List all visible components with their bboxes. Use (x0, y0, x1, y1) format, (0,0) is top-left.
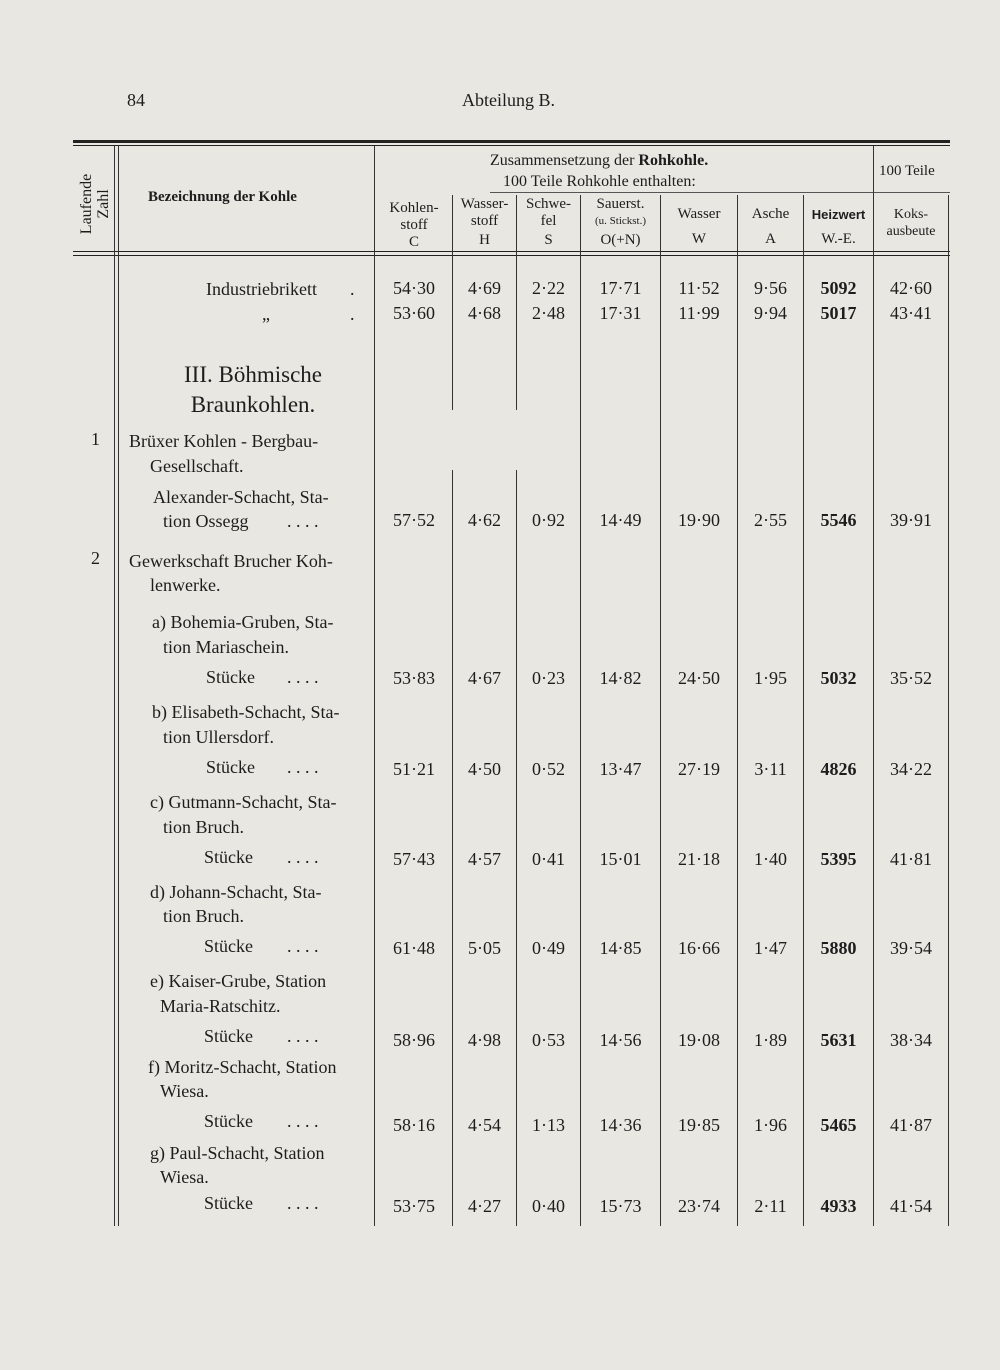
cell-sauerstoff: 15·73 (599, 1196, 642, 1216)
label-alex-1: Alexander-Schacht, Sta- (153, 487, 329, 507)
label-industriebrikett: Industriebrikett (206, 279, 317, 299)
header-rule-2 (73, 255, 950, 256)
label-ditto: „ (262, 304, 270, 324)
label-d-2: tion Bruch. (163, 906, 244, 926)
cell-asche: 1·89 (754, 1030, 787, 1050)
cell-wasserstoff: 4·68 (468, 303, 501, 323)
col-rule-name (374, 146, 375, 1226)
running-head: Abteilung B. (462, 90, 555, 110)
cell-koksausbeute: 43·41 (890, 303, 932, 323)
cell-wasser: 27·19 (678, 759, 720, 779)
col-rule-h (516, 470, 517, 1226)
leader-dots: . . . . (287, 667, 319, 687)
cell-kohlenstoff: 58·16 (393, 1115, 435, 1135)
cell-wasserstoff: 4·62 (468, 510, 501, 530)
label-alex-2: tion Ossegg (163, 511, 249, 531)
leader-dots: . . . . (287, 757, 319, 777)
page-number: 84 (127, 90, 145, 110)
header-col-a: Asche A (751, 206, 790, 247)
leader-dots: . . . . (287, 936, 319, 956)
cell-wasser: 19·90 (678, 510, 720, 530)
label-stuecke: Stücke (204, 936, 253, 956)
label-e-2: Maria-Ratschitz. (160, 996, 281, 1016)
cell-sauerstoff: 17·71 (599, 278, 642, 298)
label-b-1: b) Elisabeth-Schacht, Sta- (152, 702, 340, 722)
cell-koksausbeute: 38·34 (890, 1030, 932, 1050)
cell-asche: 1·47 (754, 938, 787, 958)
cell-kohlenstoff: 53·75 (393, 1196, 435, 1216)
label-stuecke: Stücke (204, 1193, 253, 1213)
laufende-zahl-1: 1 (91, 429, 100, 449)
cell-wasser: 11·99 (678, 303, 720, 323)
cell-wasserstoff: 5·05 (468, 938, 501, 958)
cell-heizwert: 5546 (820, 510, 857, 530)
label-a-1: a) Bohemia-Gruben, Sta- (152, 612, 334, 632)
col-rule-o (660, 195, 661, 1226)
cell-schwefel: 2·22 (532, 278, 565, 298)
cell-sauerstoff: 17·31 (599, 303, 642, 323)
cell-heizwert: 5395 (820, 849, 857, 869)
cell-wasserstoff: 4·69 (468, 278, 501, 298)
label-g-2: Wiesa. (160, 1167, 209, 1187)
leader-dot: . (350, 279, 355, 299)
cell-wasserstoff: 4·54 (468, 1115, 501, 1135)
col-rule-koks (948, 195, 949, 1226)
leader-dot: . (350, 304, 355, 324)
cell-wasserstoff: 4·98 (468, 1030, 501, 1050)
cell-kohlenstoff: 61·48 (393, 938, 435, 958)
cell-heizwert: 4933 (820, 1196, 857, 1216)
cell-kohlenstoff: 51·21 (393, 759, 435, 779)
cell-koksausbeute: 42·60 (890, 278, 932, 298)
cell-sauerstoff: 14·82 (599, 668, 642, 688)
cell-schwefel: 0·40 (532, 1196, 565, 1216)
col-rule-w (737, 195, 738, 1226)
label-gew-2: lenwerke. (150, 575, 221, 595)
cell-sauerstoff: 14·36 (599, 1115, 642, 1135)
cell-schwefel: 0·53 (532, 1030, 565, 1050)
cell-wasser: 23·74 (678, 1196, 720, 1216)
cell-wasser: 24·50 (678, 668, 720, 688)
leader-dots: . . . . (287, 1193, 319, 1213)
cell-sauerstoff: 13·47 (599, 759, 642, 779)
cell-koksausbeute: 41·81 (890, 849, 932, 869)
cell-koksausbeute: 34·22 (890, 759, 932, 779)
cell-wasser: 19·08 (678, 1030, 720, 1050)
cell-wasser: 16·66 (678, 938, 720, 958)
cell-schwefel: 2·48 (532, 303, 565, 323)
header-col-o: Sauerst. (u. Stickst.) O(+N) (594, 196, 647, 248)
header-col-c: Kohlen- stoff C (389, 200, 439, 250)
label-e-1: e) Kaiser-Grube, Station (150, 971, 327, 991)
cell-heizwert: 5092 (820, 278, 857, 298)
cell-asche: 9·56 (754, 278, 787, 298)
label-stuecke: Stücke (206, 757, 255, 777)
cell-heizwert: 5631 (820, 1030, 857, 1050)
cell-wasser: 11·52 (678, 278, 720, 298)
cell-wasserstoff: 4·27 (468, 1196, 501, 1216)
cell-koksausbeute: 39·91 (890, 510, 932, 530)
leader-dots: . . . . (287, 847, 319, 867)
col-rule-s (580, 195, 581, 1226)
label-g-1: g) Paul-Schacht, Station (150, 1143, 325, 1163)
label-stuecke: Stücke (204, 1111, 253, 1131)
header-col-w: Wasser W (677, 206, 721, 247)
cell-kohlenstoff: 57·52 (393, 510, 435, 530)
col-rule-zahl (114, 146, 115, 1226)
cell-koksausbeute: 41·54 (890, 1196, 932, 1216)
cell-wasser: 21·18 (678, 849, 720, 869)
cell-asche: 9·94 (754, 303, 787, 323)
label-gew-1: Gewerkschaft Brucher Koh- (129, 551, 333, 571)
cell-kohlenstoff: 53·60 (393, 303, 435, 323)
leader-dots: . . . . (287, 511, 319, 531)
header-100-teile: 100 Teile (879, 163, 935, 179)
cell-asche: 2·55 (754, 510, 787, 530)
leader-dots: . . . . (287, 1111, 319, 1131)
header-bezeichnung: Bezeichnung der Kohle (148, 189, 297, 205)
header-col-heiz: Heizwert W.-E. (811, 207, 866, 247)
cell-sauerstoff: 14·49 (599, 510, 642, 530)
label-d-1: d) Johann-Schacht, Sta- (150, 882, 322, 902)
cell-schwefel: 0·52 (532, 759, 565, 779)
cell-kohlenstoff: 53·83 (393, 668, 435, 688)
cell-schwefel: 0·41 (532, 849, 565, 869)
laufende-zahl-2: 2 (91, 548, 100, 568)
cell-schwefel: 0·23 (532, 668, 565, 688)
cell-kohlenstoff: 54·30 (393, 278, 435, 298)
cell-schwefel: 1·13 (532, 1115, 565, 1135)
cell-asche: 1·96 (754, 1115, 787, 1135)
label-b-2: tion Ullersdorf. (163, 727, 274, 747)
cell-heizwert: 5017 (820, 303, 857, 323)
cell-sauerstoff: 14·56 (599, 1030, 642, 1050)
col-rule-c (452, 470, 453, 1226)
header-col-s: Schwe- fel S (526, 196, 571, 248)
header-rule (73, 251, 950, 252)
cell-koksausbeute: 39·54 (890, 938, 932, 958)
cell-wasserstoff: 4·67 (468, 668, 501, 688)
label-brux-1: Brüxer Kohlen - Bergbau- (129, 431, 319, 451)
header-laufende-zahl: Laufende Zahl (78, 173, 112, 235)
group-rule (490, 192, 950, 193)
cell-asche: 2·11 (754, 1196, 787, 1216)
label-c-1: c) Gutmann-Schacht, Sta- (150, 792, 337, 812)
top-rule-thin (73, 145, 950, 146)
label-c-2: tion Bruch. (163, 817, 244, 837)
label-stuecke: Stücke (206, 667, 255, 687)
cell-asche: 1·95 (754, 668, 787, 688)
header-col-koks: Koks- ausbeute (886, 207, 936, 239)
cell-schwefel: 0·92 (532, 510, 565, 530)
label-a-2: tion Mariaschein. (163, 637, 289, 657)
cell-wasserstoff: 4·57 (468, 849, 501, 869)
cell-heizwert: 5880 (820, 938, 857, 958)
cell-wasser: 19·85 (678, 1115, 720, 1135)
col-rule-a (803, 195, 804, 1226)
label-f-2: Wiesa. (160, 1081, 209, 1101)
cell-heizwert: 5032 (820, 668, 857, 688)
cell-koksausbeute: 41·87 (890, 1115, 932, 1135)
label-stuecke: Stücke (204, 847, 253, 867)
cell-asche: 3·11 (754, 759, 787, 779)
cell-kohlenstoff: 58·96 (393, 1030, 435, 1050)
cell-wasserstoff: 4·50 (468, 759, 501, 779)
label-f-1: f) Moritz-Schacht, Station (148, 1057, 337, 1077)
top-rule (73, 140, 950, 143)
cell-koksausbeute: 35·52 (890, 668, 932, 688)
label-stuecke: Stücke (204, 1026, 253, 1046)
cell-heizwert: 5465 (820, 1115, 857, 1135)
cell-sauerstoff: 14·85 (599, 938, 642, 958)
col-rule-zahl-2 (118, 146, 119, 1226)
cell-sauerstoff: 15·01 (599, 849, 642, 869)
header-col-h: Wasser- stoff H (460, 196, 509, 248)
leader-dots: . . . . (287, 1026, 319, 1046)
label-brux-2: Gesellschaft. (150, 456, 244, 476)
cell-schwefel: 0·49 (532, 938, 565, 958)
header-group-title: Zusammensetzung der Rohkohle. (490, 152, 709, 169)
cell-kohlenstoff: 57·43 (393, 849, 435, 869)
section-heading: III. Böhmische Braunkohlen. (184, 362, 322, 417)
cell-asche: 1·40 (754, 849, 787, 869)
cell-heizwert: 4826 (820, 759, 857, 779)
header-group-subtitle: 100 Teile Rohkohle enthalten: (503, 173, 696, 190)
